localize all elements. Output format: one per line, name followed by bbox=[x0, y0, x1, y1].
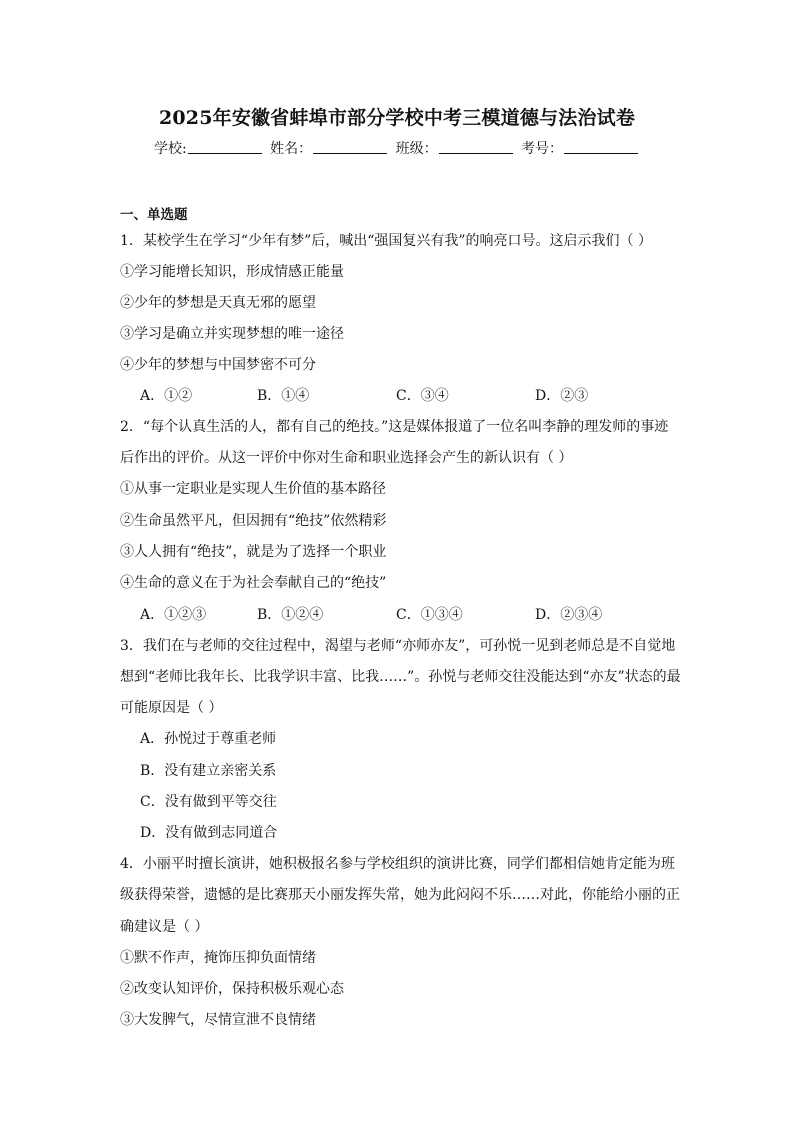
option-a[interactable]: A．①②③ bbox=[140, 607, 207, 623]
student-info-row bbox=[0, 138, 794, 158]
option-c[interactable]: C．①③④ bbox=[396, 607, 463, 623]
statement: ②改变认知评价，保持积极乐观心态 bbox=[120, 981, 344, 997]
statement: ④生命的意义在于为社会奉献自己的“绝技” bbox=[120, 575, 387, 591]
question-stem: 4．小丽平时擅长演讲，她积极报名参与学校组织的演讲比赛，同学们都相信她肯定能为班 bbox=[120, 856, 675, 872]
question-stem-continued: 可能原因是（ ） bbox=[120, 700, 223, 716]
statement: ③大发脾气，尽情宣泄不良情绪 bbox=[120, 1012, 316, 1028]
statement: ③学习是确立并实现梦想的唯一途径 bbox=[120, 326, 344, 342]
option-b[interactable]: B．①②④ bbox=[257, 607, 324, 623]
question-stem: 2．“每个认真生活的人，都有自己的绝技。”这是媒体报道了一位名叫李静的理发师的事迹 bbox=[120, 419, 669, 435]
option-d[interactable]: D．②③ bbox=[535, 388, 589, 404]
question-stem-continued: 确建议是（ ） bbox=[120, 919, 209, 935]
option-c[interactable]: C．③④ bbox=[396, 388, 449, 404]
statement: ④少年的梦想与中国梦密不可分 bbox=[120, 357, 316, 373]
option-a[interactable]: A．①② bbox=[140, 388, 193, 404]
section-heading: 一、单选题 bbox=[120, 207, 188, 223]
statement: ②生命虽然平凡，但因拥有“绝技”依然精彩 bbox=[120, 513, 387, 529]
school-blank bbox=[188, 140, 262, 154]
option-b[interactable]: B．没有建立亲密关系 bbox=[140, 763, 277, 779]
name-blank bbox=[313, 140, 387, 154]
exam-number-blank bbox=[564, 140, 638, 154]
question-stem: 1．某校学生在学习“少年有梦”后，喊出“强国复兴有我”的响亮口号。这启示我们（ ） bbox=[120, 233, 652, 249]
option-d[interactable]: D．②③④ bbox=[535, 607, 603, 623]
statement: ①学习能增长知识，形成情感正能量 bbox=[120, 264, 344, 280]
class-blank bbox=[439, 140, 513, 154]
class-label: 班级： bbox=[395, 141, 438, 157]
exam-number-label: 考号： bbox=[521, 141, 564, 157]
question-stem: 3．我们在与老师的交往过程中，渴望与老师“亦师亦友”，可孙悦一见到老师总是不自觉地 bbox=[120, 638, 676, 654]
statement: ②少年的梦想是天真无邪的愿望 bbox=[120, 295, 316, 311]
question-stem-continued: 想到“老师比我年长、比我学识丰富、比我……”。孙悦与老师交往没能达到“亦友”状态的最 bbox=[120, 669, 681, 685]
option-b[interactable]: B．①④ bbox=[257, 388, 310, 404]
option-d[interactable]: D．没有做到志同道合 bbox=[140, 825, 278, 841]
question-stem-continued: 后作出的评价。从这一评价中你对生命和职业选择会产生的新认识有（ ） bbox=[120, 450, 573, 466]
option-a[interactable]: A．孙悦过于尊重老师 bbox=[140, 731, 277, 747]
statement: ①默不作声，掩饰压抑负面情绪 bbox=[120, 950, 316, 966]
school-label: 学校: bbox=[153, 141, 187, 157]
statement: ③人人拥有“绝技”，就是为了选择一个职业 bbox=[120, 544, 387, 560]
name-label: 姓名： bbox=[270, 141, 313, 157]
question-stem-continued: 级获得荣誉，遗憾的是比赛那天小丽发挥失常，她为此闷闷不乐……对此，你能给小丽的正 bbox=[120, 887, 680, 903]
option-c[interactable]: C．没有做到平等交往 bbox=[140, 794, 277, 810]
statement: ①从事一定职业是实现人生价值的基本路径 bbox=[120, 481, 386, 497]
page-title: 2025年安徽省蚌埠市部分学校中考三模道德与法治试卷 bbox=[158, 107, 636, 129]
